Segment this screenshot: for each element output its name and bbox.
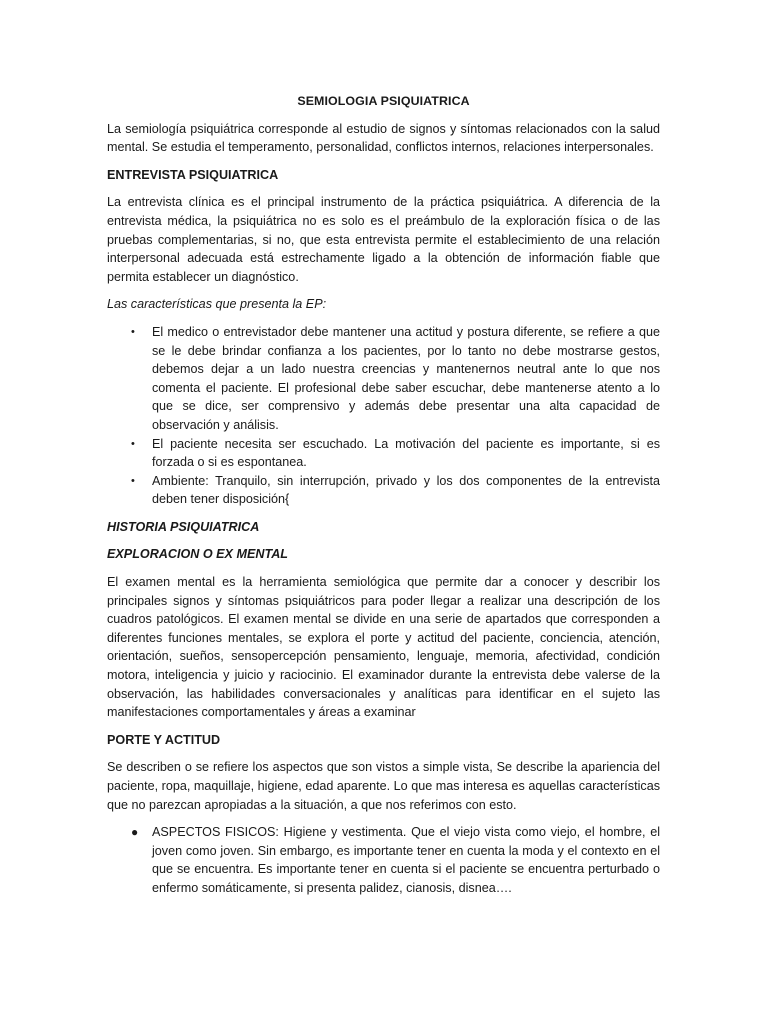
list-item-text: El medico o entrevistador debe mantener una actitud y postura diferente, se refiere a que se le debe brindar confianza a los pacientes, por lo tanto no debe mostrarse gestos, debemos dejar a un lado nuestra creencias y mantenernos neutral ante lo que nos comenta el paciente. El profesional debe saber escuchar, debe mantenerse atento a lo que se dice, ser comprensivo y además debe presentar una alta capacidad de observación y análisis. — [152, 324, 660, 432]
porte-paragraph: Se describen o se refiere los aspectos que son vistos a simple vista, Se describe la apariencia del paciente, ropa, maquillaje, higiene, edad aparente. Lo que mas interesa es aquellas características que no parezcan apropiadas a la situación, a que nos referimos con esto. — [107, 760, 660, 812]
heading-porte: PORTE Y ACTITUD — [107, 732, 221, 747]
entrevista-paragraph: La entrevista clínica es el principal instrumento de la práctica psiquiátrica. A diferencia de la entrevista médica, la psiquiátrica no es solo es el preámbulo de la exploración física o de las pruebas complementarias, si no, que esta entrevista permite el establecimiento de una relación interpersonal adecuada está estrechamente ligado a la obtención de información fiable que permita establecer un diagnóstico. — [107, 195, 660, 284]
list-item — [107, 435, 660, 472]
list-item — [107, 472, 660, 509]
bullet-icon: ● — [131, 825, 139, 840]
exploracion-paragraph: El examen mental es la herramienta semiológica que permite dar a conocer y describir los principales signos y síntomas psiquiátricos para poder llegar a realizar una descripción de los cuadros patológicos. El examen mental se divide en una serie de apartados que corresponden a diferentes funciones mentales, se explora el porte y actitud del paciente, conciencia, atención, orientación, sueños, sensopercepción pensamiento, lenguaje, memoria, afectividad, condición motora, inteligencia y juicio y raciocinio. El examinador durante la entrevista debe valerse de la observación, las habilidades conversacionales y analíticas para identificar en el sujeto las manifestaciones comportamentales y áreas a examinar — [107, 575, 660, 720]
list-item-text: El paciente necesita ser escuchado. La motivación del paciente es importante, si es forzada o si es espontanea. — [152, 436, 660, 470]
heading-historia: HISTORIA PSIQUIATRICA — [107, 519, 260, 534]
heading-exploracion: EXPLORACION O EX MENTAL — [107, 547, 288, 562]
bullet-icon: • — [131, 325, 135, 338]
document-title: SEMIOLOGIA PSIQUIATRICA — [297, 94, 470, 108]
porte-bullet-list — [107, 823, 660, 897]
list-item-text: ASPECTOS FISICOS: Higiene y vestimenta. Que el viejo vista como viejo, el hombre, el joven como joven. Sin embargo, es importante tener en cuenta la moda y el contexto en el que se encuentra. Es importante tener en cuenta si el paciente se encuentra perturbado o enfermo somáticamente, si presenta palidez, cianosis, disnea…. — [152, 825, 660, 895]
bullet-icon: • — [131, 474, 135, 487]
caracteristicas-label: Las características que presenta la EP: — [107, 297, 327, 312]
heading-entrevista: ENTREVISTA PSIQUIATRICA — [107, 167, 279, 182]
intro-paragraph: La semiología psiquiátrica corresponde al estudio de signos y síntomas relacionados con la salud mental. Se estudia el temperamento, personalidad, conflictos internos, relaciones interpersonales. — [107, 121, 660, 155]
ep-bullet-list — [107, 323, 660, 509]
list-item — [107, 323, 660, 435]
list-item-text: Ambiente: Tranquilo, sin interrupción, privado y los dos componentes de la entrevista deben tener disposición{ — [152, 473, 660, 507]
list-item — [107, 823, 660, 897]
bullet-icon: • — [131, 437, 135, 450]
